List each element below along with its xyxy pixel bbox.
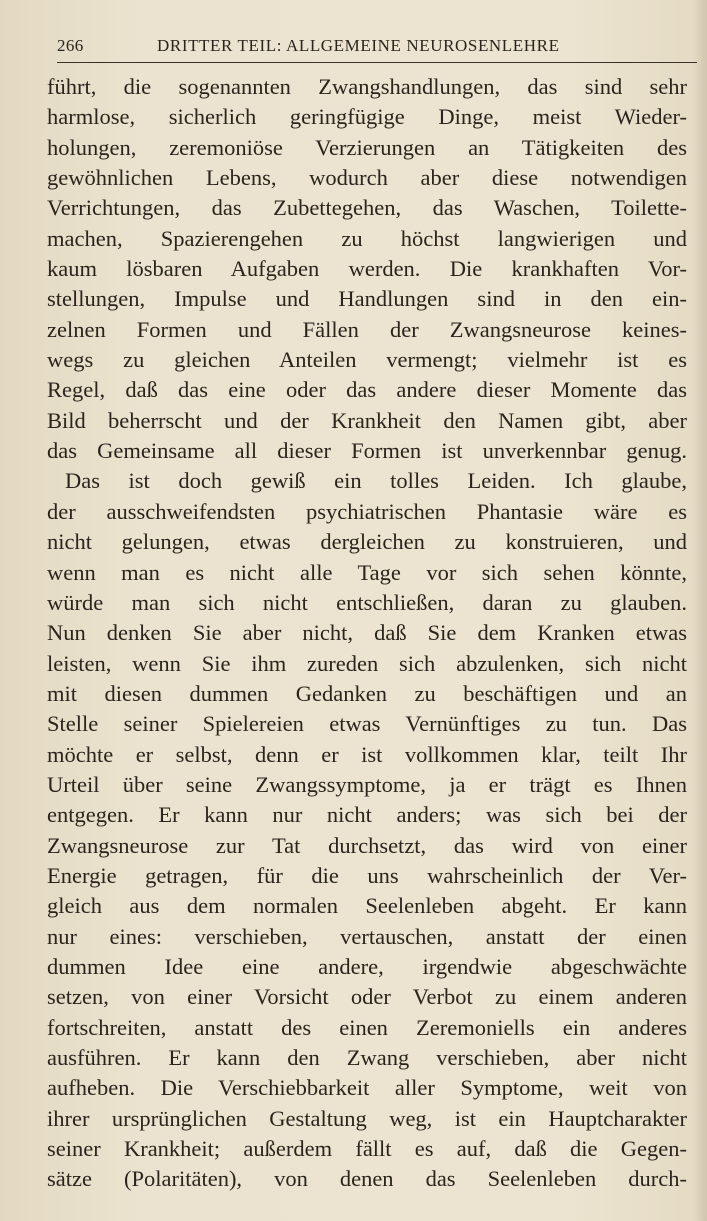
text-line: entgegen. Er kann nur nicht anders; was sich bei der [47, 802, 687, 828]
text-line: setzen, von einer Vorsicht oder Verbot zu einem anderen [47, 984, 687, 1010]
text-line: sätze (Polaritäten), von denen das Seelenleben durch- [47, 1166, 687, 1192]
text-line: machen, Spazierengehen zu höchst langwierigen und [47, 225, 687, 251]
text-line: Stelle seiner Spielereien etwas Vernünftiges zu tun. Das [47, 711, 687, 737]
text-line: Regel, daß das eine oder das andere dieser Momente das [47, 377, 687, 403]
page-header [57, 36, 697, 60]
text-line: holungen, zeremoniöse Verzierungen an Tätigkeiten des [47, 134, 687, 160]
text-line: nur eines: verschieben, vertauschen, anstatt der einen [47, 923, 687, 949]
text-line: fortschreiten, anstatt des einen Zeremoniells ein anderes [47, 1014, 687, 1040]
text-line: führt, die sogenannten Zwangshandlungen, das sind sehr [47, 74, 687, 99]
page-edge-shadow [693, 0, 707, 1221]
header-rule [57, 62, 697, 63]
text-line: seiner Krankheit; außerdem fällt es auf, daß die Gegen- [47, 1136, 687, 1162]
text-line: möchte er selbst, denn er ist vollkommen klar, teilt Ihr [47, 741, 687, 767]
text-line: aufheben. Die Verschiebbarkeit aller Symptome, weit von [47, 1075, 687, 1101]
text-line: würde man sich nicht entschließen, daran zu glauben. [47, 589, 687, 615]
text-line: wenn man es nicht alle Tage vor sich sehen könnte, [47, 559, 687, 585]
text-line: ihrer ursprünglichen Gestaltung weg, ist ein Hauptcharakter [47, 1105, 687, 1131]
text-line: harmlose, sicherlich geringfügige Dinge, meist Wieder- [47, 104, 687, 130]
text-line: Nun denken Sie aber nicht, daß Sie dem Kranken etwas [47, 620, 687, 646]
text-line: der ausschweifendsten psychiatrischen Phantasie wäre es [47, 498, 687, 524]
text-line: zelnen Formen und Fällen der Zwangsneurose keines- [47, 316, 687, 342]
text-line: kaum lösbaren Aufgaben werden. Die krankhaften Vor- [47, 256, 687, 282]
text-line: leisten, wenn Sie ihm zureden sich abzulenken, sich nicht [47, 650, 687, 676]
page-number: 266 [57, 36, 84, 55]
text-line: Das ist doch gewiß ein tolles Leiden. Ich glaube, [65, 468, 687, 494]
text-line: ausführen. Er kann den Zwang verschieben, aber nicht [47, 1045, 687, 1070]
text-line: Energie getragen, für die uns wahrscheinlich der Ver- [47, 862, 687, 888]
text-line: Verrichtungen, das Zubettegehen, das Waschen, Toilette- [47, 195, 687, 221]
text-line: mit diesen dummen Gedanken zu beschäftigen und an [47, 680, 687, 706]
text-line: Bild beherrscht und der Krankheit den Namen gibt, aber [47, 407, 687, 433]
body-text [47, 72, 687, 1195]
text-line: gewöhnlichen Lebens, wodurch aber diese notwendigen [47, 165, 687, 191]
text-line: Zwangsneurose zur Tat durchsetzt, das wird von einer [47, 832, 687, 858]
text-line: nicht gelungen, etwas dergleichen zu konstruieren, und [47, 529, 687, 555]
text-line: stellungen, Impulse und Handlungen sind in den ein- [47, 286, 687, 312]
text-line: wegs zu gleichen Anteilen vermengt; vielmehr ist es [47, 347, 687, 373]
text-line: Urteil über seine Zwangssymptome, ja er trägt es Ihnen [47, 771, 687, 797]
text-line: das Gemeinsame all dieser Formen ist unverkennbar genug. [47, 438, 687, 464]
text-line: gleich aus dem normalen Seelenleben abgeht. Er kann [47, 893, 687, 919]
running-head: DRITTER TEIL: ALLGEMEINE NEUROSENLEHRE [157, 36, 560, 55]
text-line: dummen Idee eine andere, irgendwie abgeschwächte [47, 953, 687, 979]
